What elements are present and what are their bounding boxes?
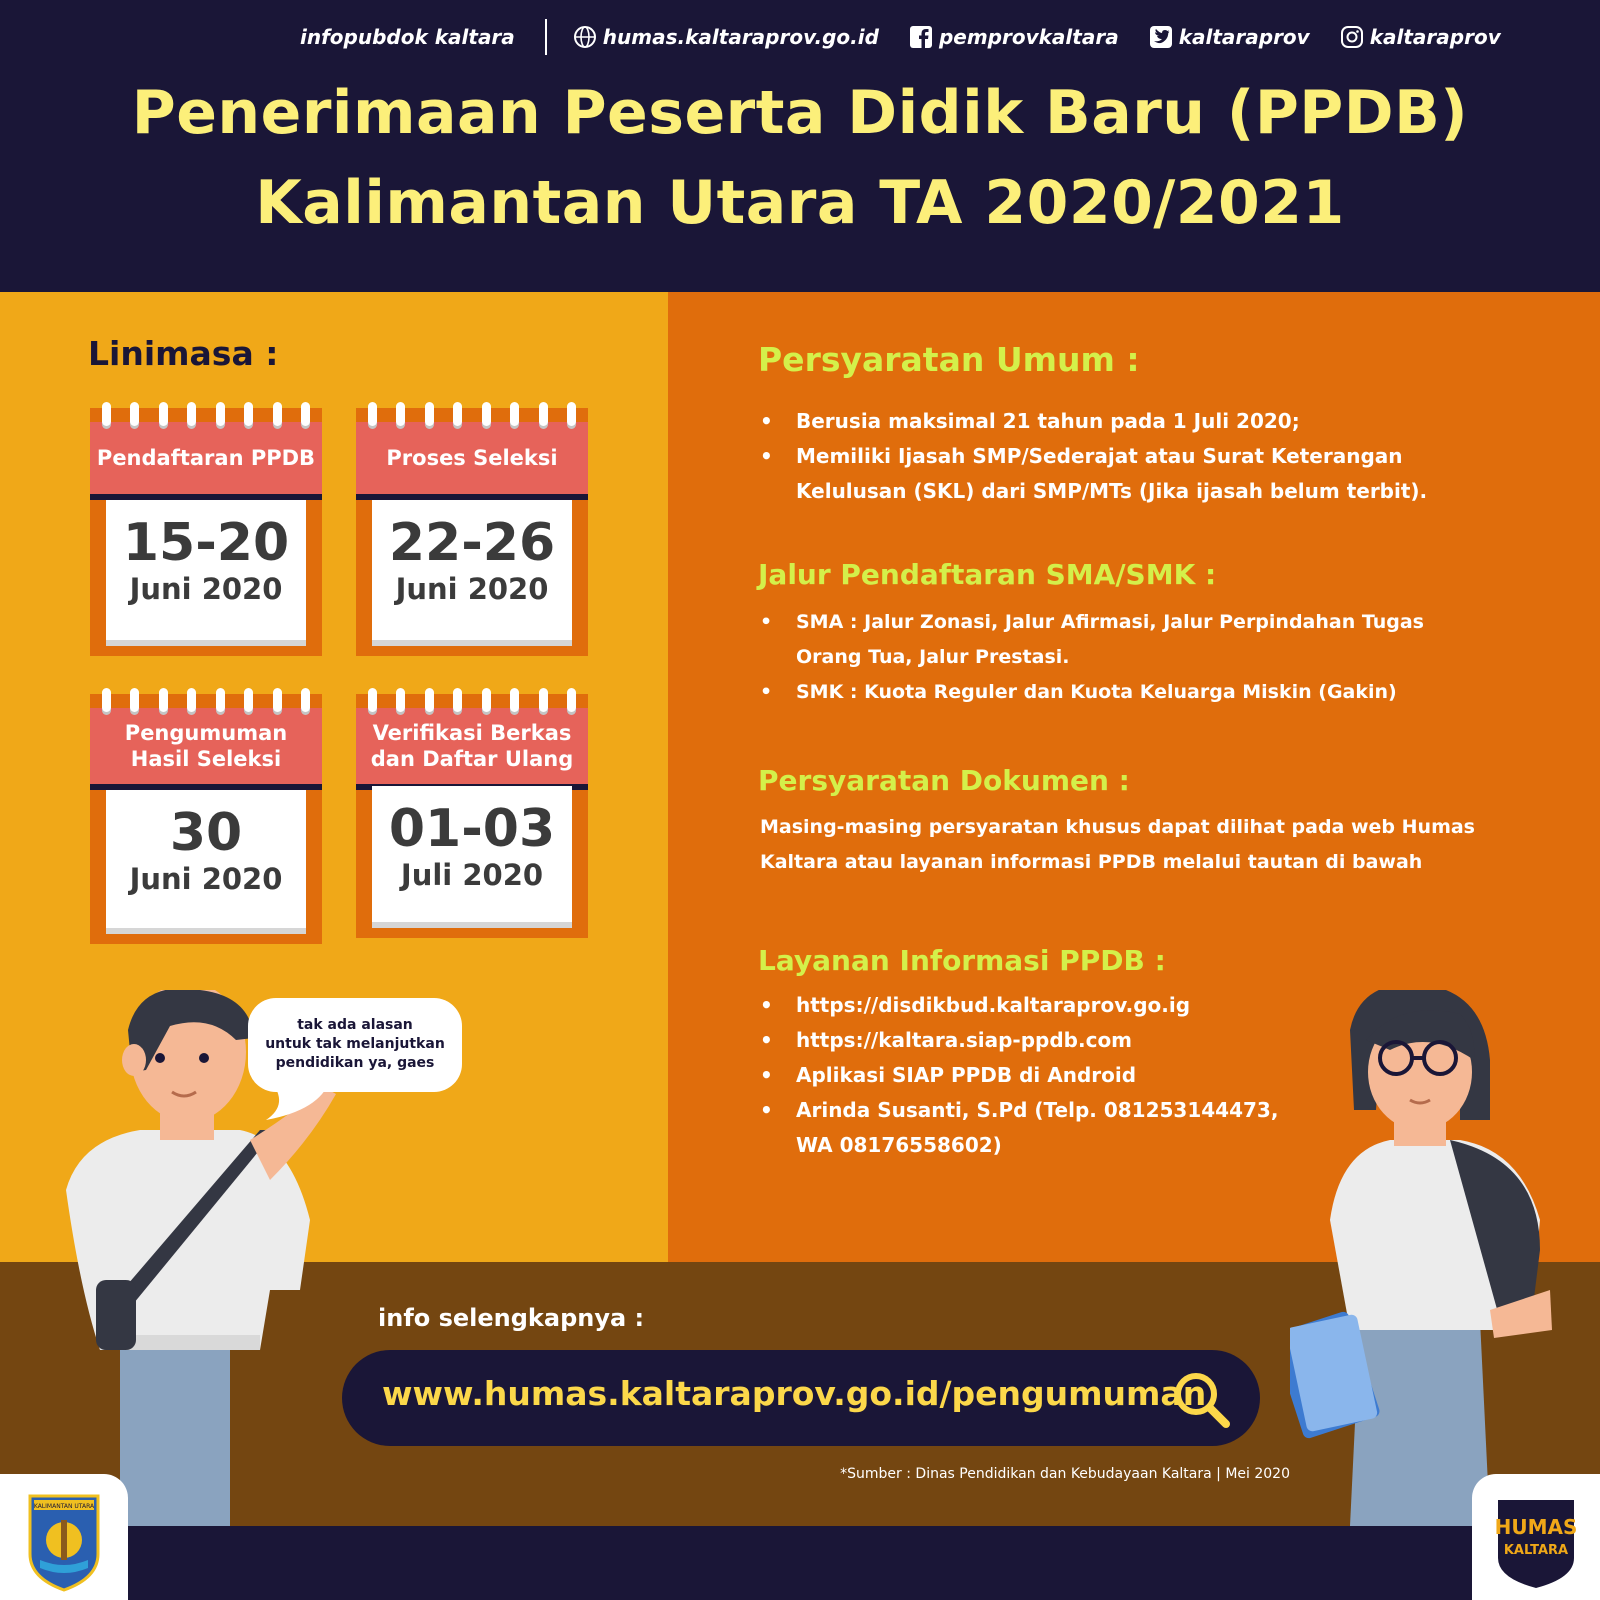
- calendar-label: Pendaftaran PPDB: [90, 422, 322, 500]
- announcement-url[interactable]: www.humas.kaltaraprov.go.id/pengumuman: [382, 1374, 1207, 1413]
- calendar-label: Pengumuman Hasil Seleksi: [90, 708, 322, 790]
- footer-instagram[interactable]: kaltaraprov: [1340, 25, 1501, 49]
- title-line-1: Penerimaan Peserta Didik Baru (PPDB): [131, 78, 1469, 148]
- calendar-month: Juli 2020: [400, 858, 544, 892]
- calendar-dates: 01-03: [388, 799, 556, 859]
- url-search-bar[interactable]: [342, 1350, 1260, 1446]
- footer-twitter[interactable]: kaltaraprov: [1149, 25, 1310, 49]
- search-icon[interactable]: [1172, 1370, 1232, 1430]
- calendar-sheet: [106, 500, 306, 646]
- calendar-dates: 15-20: [122, 513, 290, 573]
- footer-social-links: [300, 0, 1531, 74]
- more-info-label: info selengkapnya :: [378, 1304, 645, 1332]
- calendar-label: Verifikasi Berkas dan Daftar Ulang: [356, 708, 588, 790]
- calendar-rings: [102, 402, 310, 430]
- facebook-icon: [909, 25, 933, 49]
- humas-kaltara-logo: [1472, 1474, 1600, 1600]
- calendar-reregistration: [356, 694, 588, 938]
- registration-route-heading: Jalur Pendaftaran SMA/SMK :: [758, 558, 1217, 591]
- calendar-announcement: [90, 694, 322, 944]
- calendar-label: Proses Seleksi: [356, 422, 588, 500]
- calendar-rings: [102, 688, 310, 716]
- document-text: Kaltara atau layanan informasi PPDB melalui tautan di bawah: [760, 851, 1423, 873]
- footer-bar: [0, 1526, 1600, 1600]
- calendar-rings: [368, 688, 576, 716]
- twitter-icon: [1149, 25, 1173, 49]
- footer-name: infopubdok kaltara: [300, 25, 515, 49]
- calendar-month: Juni 2020: [395, 572, 549, 606]
- timeline-title: Linimasa :: [88, 334, 279, 373]
- kaltara-emblem-logo: [0, 1474, 128, 1600]
- student-girl-illustration: [1290, 990, 1570, 1526]
- svg-text:HUMAS: HUMAS: [1494, 1515, 1578, 1539]
- calendar-dates: 22-26: [388, 513, 556, 573]
- source-note: *Sumber : Dinas Pendidikan dan Kebudayaan Kaltara | Mei 2020: [840, 1466, 1290, 1482]
- emblem-icon: [0, 1474, 128, 1600]
- page-title: [0, 68, 1600, 248]
- footer-website[interactable]: humas.kaltaraprov.go.id: [573, 25, 879, 49]
- general-requirements-heading: Persyaratan Umum :: [758, 340, 1140, 379]
- calendar-sheet: [106, 790, 306, 934]
- svg-text:KALTARA: KALTARA: [1503, 1543, 1569, 1558]
- calendar-sheet: [372, 786, 572, 928]
- calendar-registration: [90, 408, 322, 656]
- title-line-2: Kalimantan Utara TA 2020/2021: [255, 168, 1345, 238]
- footer-facebook[interactable]: pemprovkaltara: [909, 25, 1119, 49]
- globe-icon: [573, 25, 597, 49]
- calendar-month: Juni 2020: [129, 572, 283, 606]
- svg-text:KALIMANTAN UTARA: KALIMANTAN UTARA: [33, 1503, 95, 1510]
- calendar-month: Juni 2020: [129, 862, 283, 896]
- calendar-sheet: [372, 500, 572, 646]
- calendar-dates: 30: [169, 803, 243, 863]
- calendar-rings: [368, 402, 576, 430]
- document-requirements-heading: Persyaratan Dokumen :: [758, 764, 1130, 797]
- info-service-heading: Layanan Informasi PPDB :: [758, 944, 1166, 977]
- speech-bubble: tak ada alasan untuk tak melanjutkan pendidikan ya, gaes: [248, 998, 462, 1092]
- calendar-selection: [356, 408, 588, 656]
- footer-divider: [545, 19, 547, 55]
- instagram-icon: [1340, 25, 1364, 49]
- humas-badge-icon: [1472, 1474, 1600, 1600]
- document-text: Masing-masing persyaratan khusus dapat dilihat pada web Humas: [760, 816, 1475, 838]
